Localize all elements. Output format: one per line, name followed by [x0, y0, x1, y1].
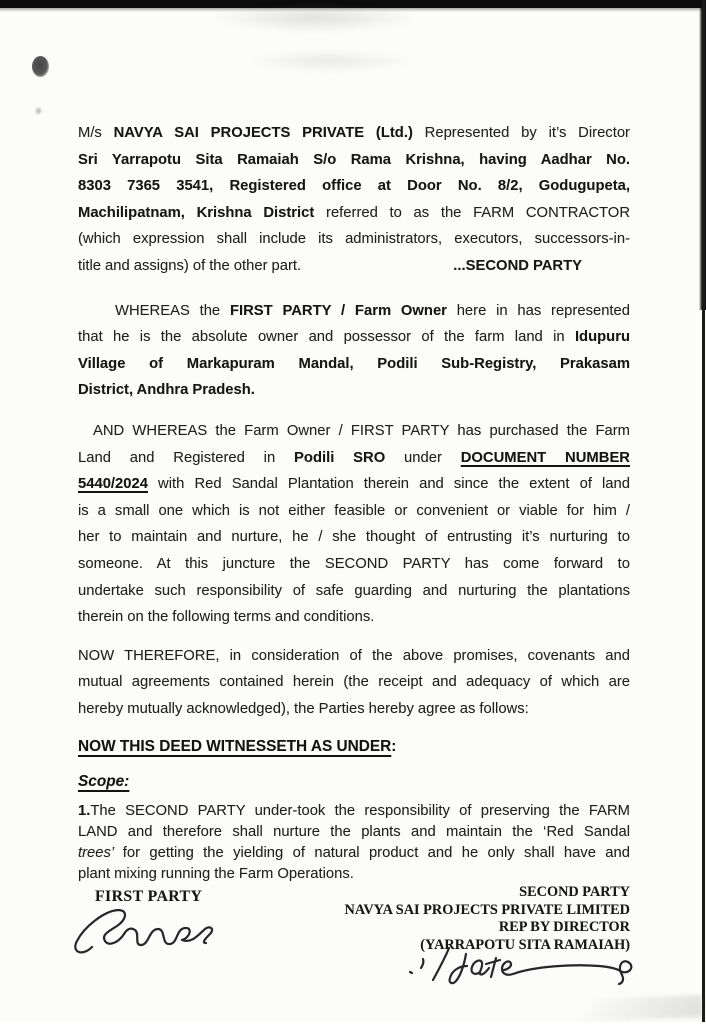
- text-run: plant mixing running the Farm Operations.: [78, 866, 354, 883]
- paragraph: [78, 643, 630, 723]
- text-run: undertake such responsibility of safe guarding and nurturing the plantations: [78, 582, 630, 599]
- text-line: [78, 643, 630, 670]
- text-run: WHEREAS the: [115, 302, 230, 319]
- text-line: [78, 351, 630, 378]
- scan-smudge: [210, 4, 420, 32]
- text-run: Village of Markapuram Mandal, Podili Sub-Registry, Prakasam: [78, 355, 630, 372]
- text-run: someone. At this juncture the SECOND PARTY has come forward to: [78, 555, 630, 572]
- paragraphs-top: [78, 120, 630, 722]
- text-run: for getting the yielding of natural product and he only shall have and: [122, 845, 630, 862]
- text-run: her to maintain and nurture, he / she thought of entrusting it’s nurturing to: [78, 529, 630, 546]
- text-line: [78, 226, 630, 253]
- text-run: (which expression shall include its administrators, executors, successors-in-: [78, 231, 630, 248]
- text-run: NAVYA SAI PROJECTS PRIVATE (Ltd.): [113, 125, 425, 141]
- second-party-label: SECOND PARTY: [519, 884, 630, 901]
- second-party-signature: [404, 942, 646, 994]
- text-line: [78, 578, 630, 605]
- first-party-label: FIRST PARTY: [95, 888, 203, 906]
- text-run: trees’: [78, 845, 123, 862]
- text-line: [78, 669, 630, 696]
- text-run: 8303 7365 3541, Registered office at Door No. 8/2, Godugupeta,: [78, 178, 630, 195]
- text-run: here in has represented: [456, 302, 630, 319]
- scan-smudge: [245, 50, 415, 72]
- text-run: FIRST PARTY / Farm Owner: [229, 302, 457, 319]
- second-party-signature-block: [345, 884, 630, 954]
- text-run: is a small one which is not either feasible or convenient or viable for him /: [78, 502, 630, 519]
- text-run: title and assigns) of the other part.: [78, 257, 302, 274]
- text-run: M/s: [78, 125, 114, 141]
- text-run: ...SECOND PARTY: [453, 257, 582, 274]
- text-line: [78, 696, 630, 723]
- text-line: [78, 524, 630, 551]
- deed-heading-text: NOW THIS DEED WITNESSETH AS UNDER: [78, 738, 392, 756]
- ink-speck: [36, 108, 41, 114]
- text-run: Sri Yarrapotu Sita Ramaiah S/o Rama Krishna, having Aadhar No.: [78, 151, 630, 168]
- text-line: [78, 200, 630, 227]
- paragraph: [78, 801, 630, 885]
- text-line: [78, 173, 630, 200]
- text-line: [78, 147, 630, 174]
- text-run: NOW THEREFORE, in consideration of the above promises, covenants and: [78, 647, 630, 664]
- text-run: 1.: [78, 803, 91, 820]
- text-line: [78, 864, 630, 885]
- text-run: Represented by it’s Director: [424, 125, 630, 141]
- text-line: [78, 471, 630, 498]
- text-line: [78, 120, 630, 147]
- text-run: Idupuru: [574, 329, 630, 346]
- deed-heading: [78, 736, 630, 758]
- text-run: therein on the following terms and conditions.: [78, 609, 375, 626]
- text-run: Land and Registered in: [78, 449, 295, 466]
- second-party-rep-by: REP BY DIRECTOR: [498, 919, 630, 936]
- text-line: [78, 418, 630, 445]
- clause-paragraphs: [78, 801, 630, 885]
- text-run: Podili SRO: [294, 449, 386, 466]
- text-line: [78, 253, 630, 280]
- second-party-company: NAVYA SAI PROJECTS PRIVATE LIMITED: [344, 901, 630, 918]
- text-line: [78, 377, 630, 404]
- text-line: [78, 801, 630, 822]
- text-line: [78, 445, 630, 472]
- second-party-director-name: (YARRAPOTU SITA RAMAIAH): [420, 936, 630, 953]
- text-run: The SECOND PARTY under-took the responsibility of preserving the FARM: [90, 803, 630, 820]
- text-run: under: [385, 449, 461, 466]
- text-run: LAND and therefore shall nurture the plants and maintain the ‘Red Sandal: [78, 824, 630, 841]
- paragraph: [78, 298, 630, 404]
- text-line: [78, 298, 630, 325]
- deed-document: [78, 120, 630, 1004]
- text-run: that he is the absolute owner and possessor of the farm land in: [78, 329, 575, 346]
- text-run: 5440/2024: [78, 476, 148, 493]
- first-party-signature: [68, 903, 218, 965]
- text-run: with Red Sandal Plantation therein and since the extent of land: [147, 476, 630, 493]
- deed-heading-colon: :: [391, 738, 397, 756]
- scope-heading: [78, 771, 630, 793]
- text-run: referred to as the FARM CONTRACTOR: [326, 204, 630, 221]
- text-run: District, Andhra Pradesh.: [78, 382, 255, 399]
- text-line: [78, 604, 630, 631]
- punch-hole: [32, 56, 49, 77]
- signature-section: [78, 886, 630, 1004]
- text-run: DOCUMENT NUMBER: [460, 449, 630, 466]
- paragraph: [78, 418, 630, 631]
- text-line: [78, 324, 630, 351]
- text-run: Machilipatnam, Krishna District: [78, 204, 327, 221]
- scope-heading-text: Scope:: [78, 773, 130, 791]
- text-line: [78, 843, 630, 864]
- scan-edge-right-line: [702, 0, 705, 1022]
- text-line: [78, 498, 630, 525]
- text-line: [78, 822, 630, 843]
- text-run: AND WHEREAS the Farm Owner / FIRST PARTY has purchased the Farm: [93, 422, 630, 439]
- paragraph: [78, 120, 630, 280]
- text-line: [78, 551, 630, 578]
- first-party-signature-block: [78, 888, 218, 965]
- text-run: mutual agreements contained herein (the receipt and adequacy of which are: [78, 674, 630, 691]
- text-run: hereby mutually acknowledged), the Parties hereby agree as follows:: [78, 700, 529, 717]
